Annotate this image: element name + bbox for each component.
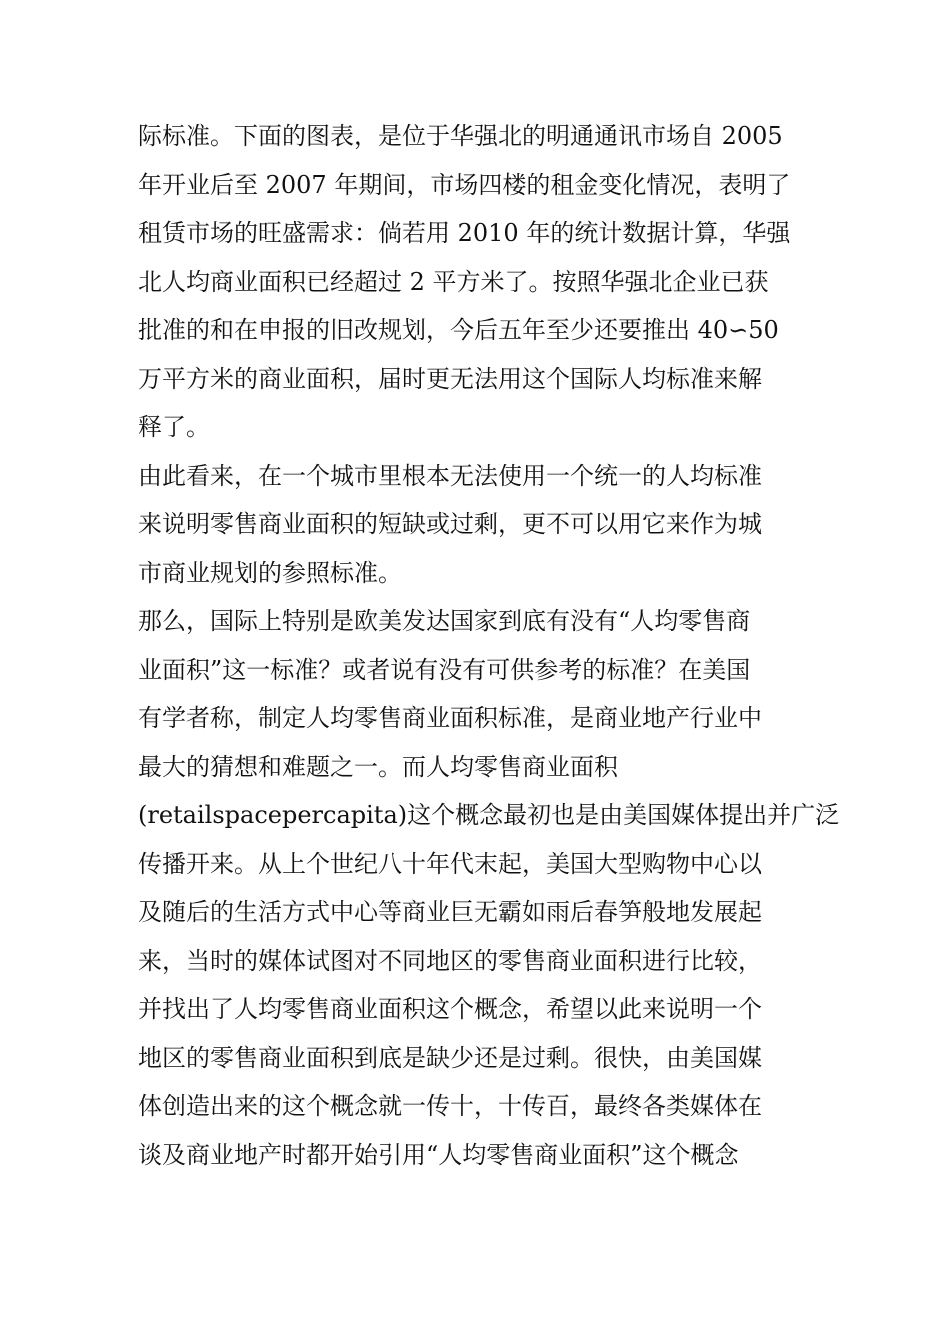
text-line: 万平方米的商业面积，届时更无法用这个国际人均标准来解 bbox=[138, 364, 762, 393]
text-line: 谈及商业地产时都开始引用“人均零售商业面积”这个概念 bbox=[138, 1140, 739, 1169]
text-line: 由此看来，在一个城市里根本无法使用一个统一的人均标准 bbox=[138, 461, 762, 490]
text-line: 北人均商业面积已经超过 2 平方米了。按照华强北企业已获 bbox=[138, 267, 769, 296]
text-line: 传播开来。从上个世纪八十年代末起，美国大型购物中心以 bbox=[138, 849, 762, 878]
text-line: 最大的猜想和难题之一。而人均零售商业面积 bbox=[138, 752, 618, 781]
text-line: 来说明零售商业面积的短缺或过剩，更不可以用它来作为城 bbox=[138, 510, 762, 538]
text-line: 租赁市场的旺盛需求：倘若用 2010 年的统计数据计算，华强 bbox=[138, 219, 791, 247]
text-line: 年开业后至 2007 年期间，市场四楼的租金变化情况，表明了 bbox=[138, 170, 791, 199]
text-line: 那么，国际上特别是欧美发达国家到底有没有“人均零售商 bbox=[138, 607, 751, 635]
text-line: 并找出了人均零售商业面积这个概念，希望以此来说明一个 bbox=[138, 995, 762, 1023]
text-line: 释了。 bbox=[138, 413, 210, 441]
text-line: 地区的零售商业面积到底是缺少还是过剩。很快，由美国媒 bbox=[138, 1043, 762, 1072]
text-line: 来，当时的媒体试图对不同地区的零售商业面积进行比较， bbox=[138, 946, 762, 975]
text-line: 市商业规划的参照标准。 bbox=[138, 558, 402, 587]
text-line: 际标准。下面的图表，是位于华强北的明通通讯市场自 2005 bbox=[138, 122, 783, 150]
text-line: 批准的和在申报的旧改规划，今后五年至少还要推出 40∽50 bbox=[138, 316, 779, 344]
text-line: 有学者称，制定人均零售商业面积标准，是商业地产行业中 bbox=[138, 704, 762, 732]
text-line: 业面积”这一标准？或者说有没有可供参考的标准？在美国 bbox=[138, 655, 751, 684]
body-text bbox=[138, 112, 838, 1179]
text-line: 体创造出来的这个概念就一传十，十传百，最终各类媒体在 bbox=[138, 1092, 762, 1120]
text-line: (retailspacepercapita)这个概念最初也是由美国媒体提出并广泛 bbox=[138, 801, 840, 829]
text-line: 及随后的生活方式中心等商业巨无霸如雨后春笋般地发展起 bbox=[138, 898, 762, 926]
